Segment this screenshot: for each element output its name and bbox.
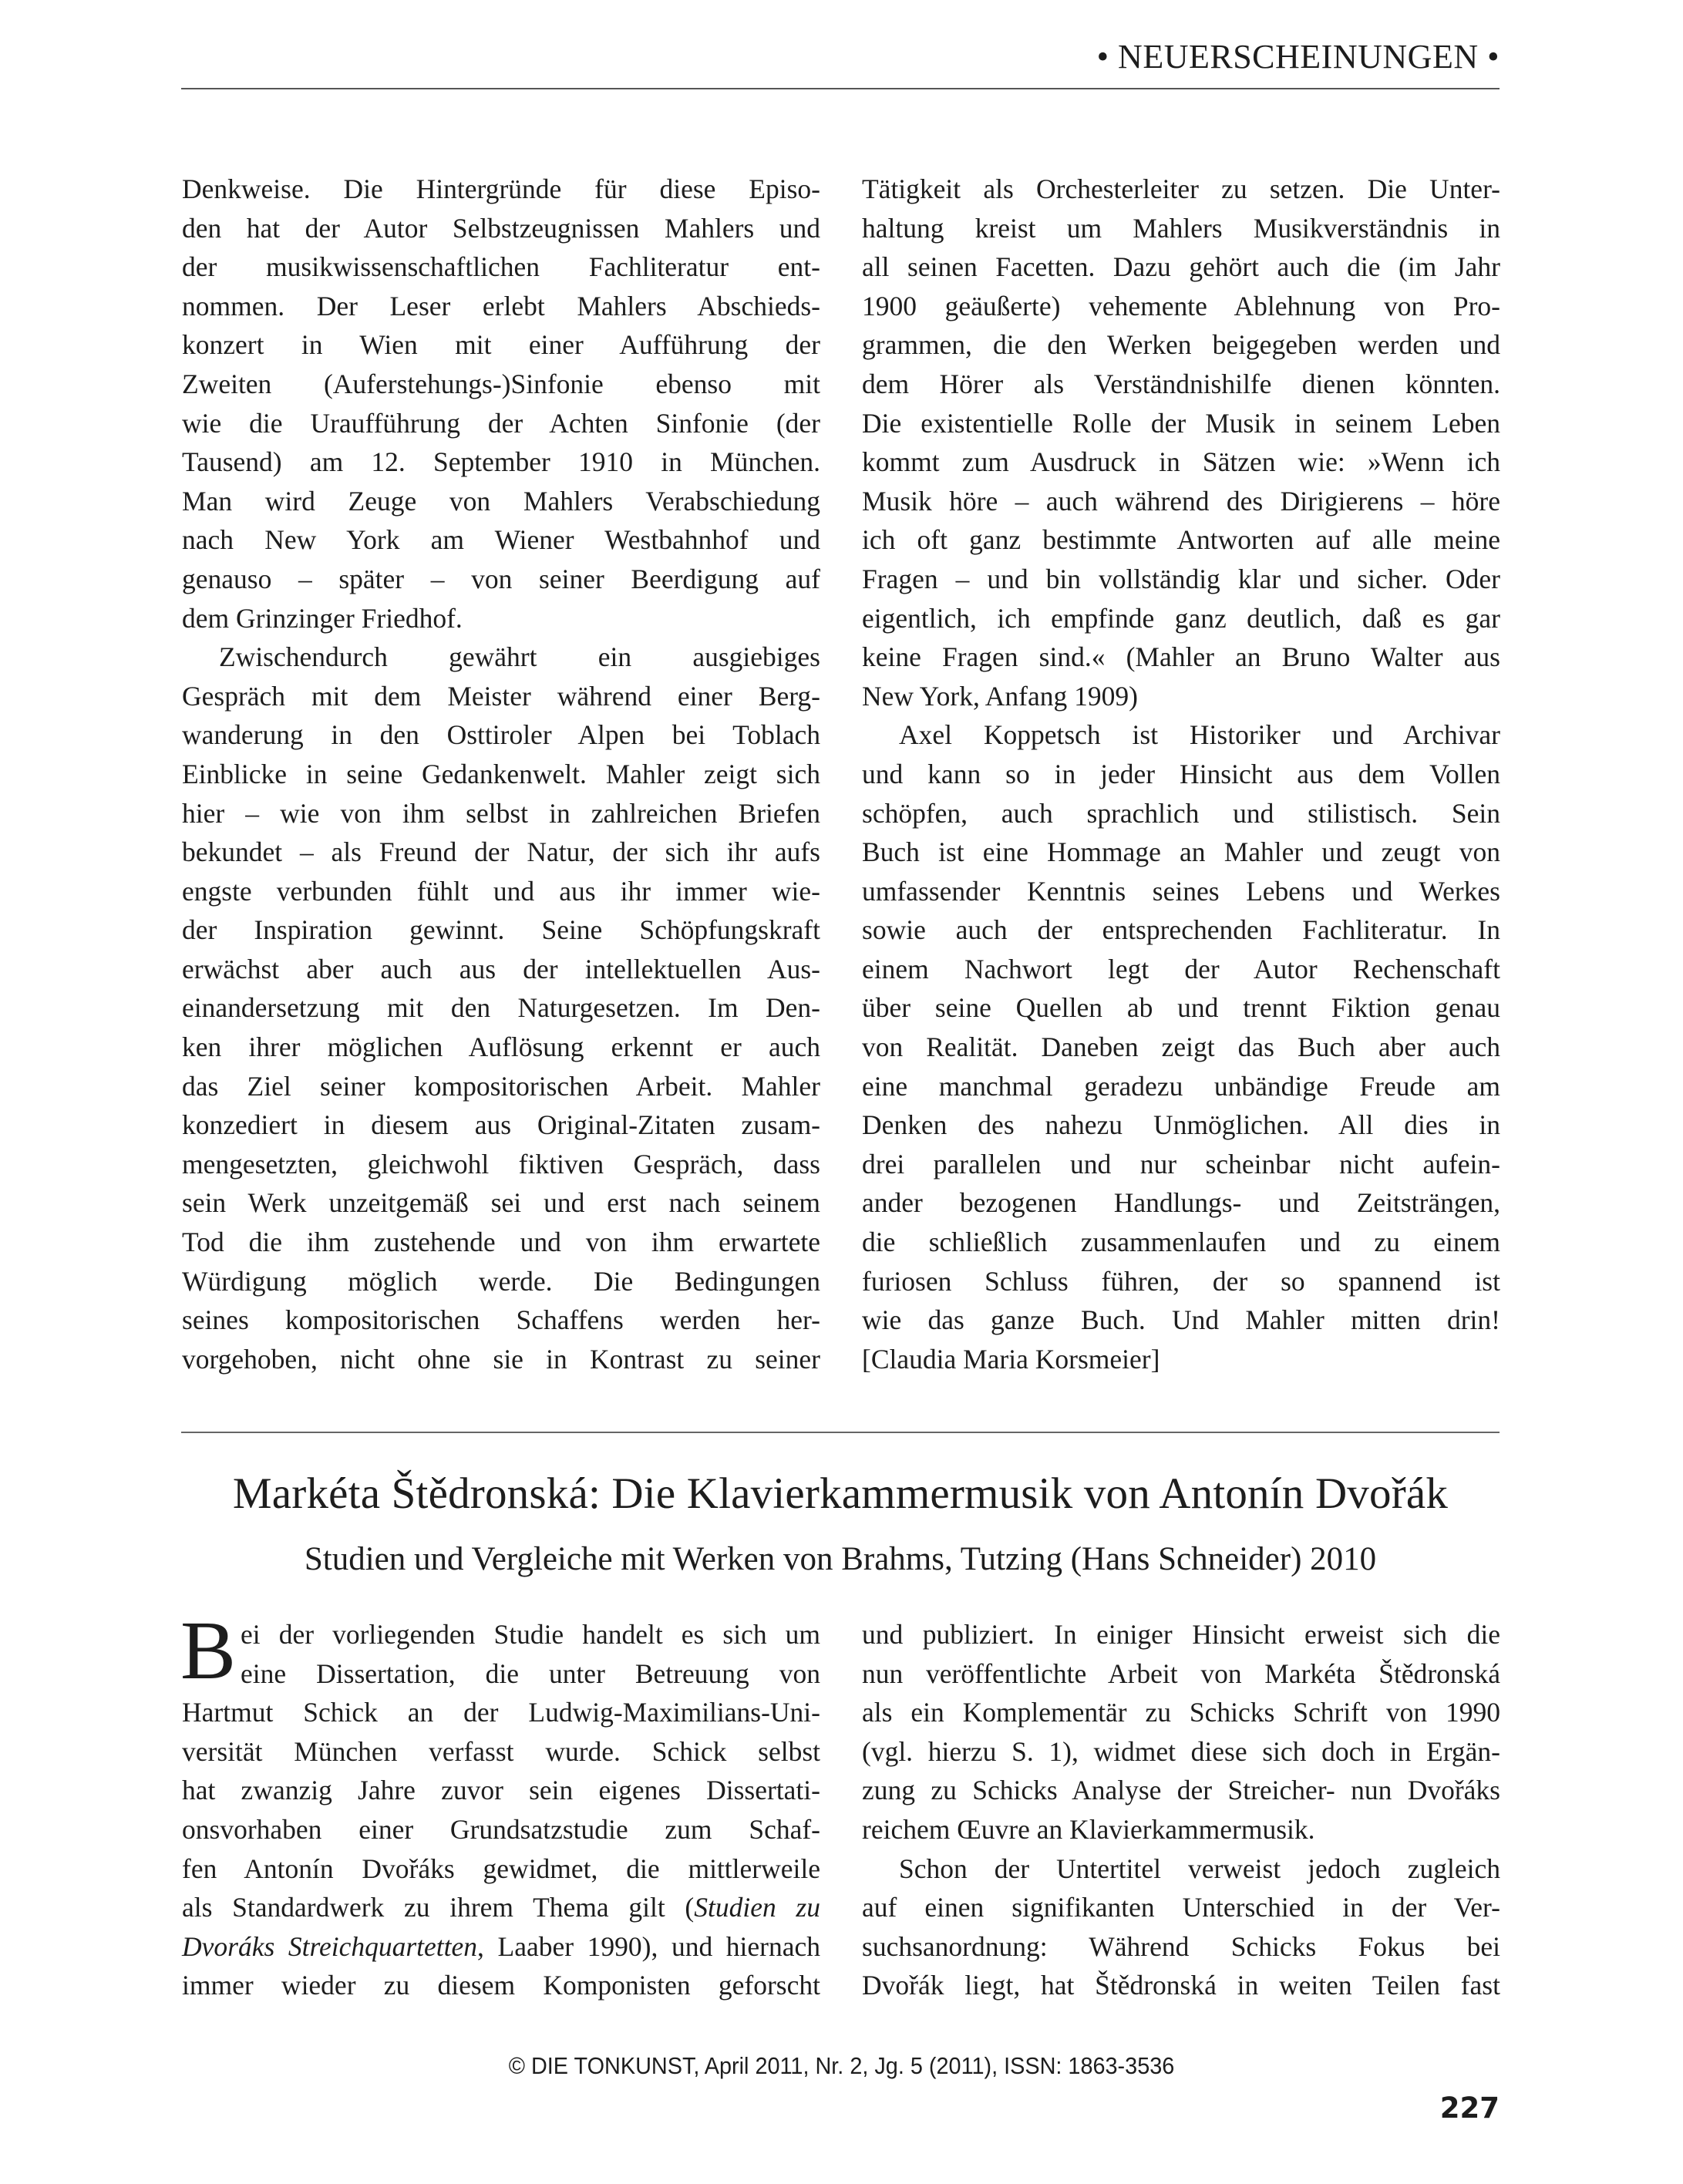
review2-column-1 [180,1605,820,2005]
text-line: der musikwissenschaftlichen Fachliteratur ent- [182,251,820,283]
text-line: Zweiten (Auferstehungs-)Sinfonie ebenso mit [182,368,820,399]
text-line: nun veröffentlichte Arbeit von Markéta Štědronská [862,1657,1500,1689]
text-line: einandersetzung mit den Naturgesetzen. Im Den- [182,992,820,1024]
text-line: eine manchmal geradezu unbändige Freude am [862,1070,1500,1102]
text-line: schöpfen, auch sprachlich und stilistisch. Sein [862,797,1500,829]
book-title-italic: Dvoráks Streichquartetten [182,1930,478,1962]
text-line: auf einen signifikanten Unterschied in der Ver- [862,1892,1500,1923]
text-line: und kann so in jeder Hinsicht aus dem Vollen [862,758,1500,789]
reviewer-signature: [Claudia Maria Korsmeier] [862,1343,1160,1375]
text-line: hier – wie von ihm selbst in zahlreichen Briefen [182,797,820,829]
running-header [181,34,1500,89]
text-line: furiosen Schluss führen, der so spannend ist [862,1265,1500,1297]
text-line: Zwischendurch gewährt ein ausgiebiges [219,641,820,673]
text-line [182,1927,820,1967]
text-line: wanderung in den Osttiroler Alpen bei Toblach [182,719,820,751]
text-line: wie die Uraufführung der Achten Sinfonie (der [182,407,820,439]
text-line: das Ziel seiner kompositorischen Arbeit. Mahler [182,1070,820,1102]
text-line: drei parallelen und nur scheinbar nicht aufein- [862,1148,1500,1179]
text-line: eigentlich, ich empfinde ganz deutlich, daß es gar [862,602,1500,634]
text-line: ander bezogenen Handlungs- und Zeitsträngen, [862,1187,1500,1219]
text-line: Tausend) am 12. September 1910 in München. [182,446,820,478]
text-line: (vgl. hierzu S. 1), widmet diese sich doch in Ergän- [862,1735,1500,1767]
text-line: sowie auch der entsprechenden Fachliteratur. In [862,914,1500,946]
text-line: immer wieder zu diesem Komponisten geforscht [182,1970,820,2001]
review-subtitle: Studien und Vergleiche mit Werken von Brahms, Tutzing (Hans Schneider) 2010 [304,1541,1377,1577]
text-line: konzediert in diesem aus Original-Zitaten zusam- [182,1109,820,1141]
text-line: sein Werk unzeitgemäß sei und erst nach seinem [182,1187,820,1219]
text-line: New York, Anfang 1909) [862,680,1138,712]
text-line: einem Nachwort legt der Autor Rechenschaft [862,953,1500,984]
text-line: keine Fragen sind.« (Mahler an Bruno Walter aus [862,641,1500,673]
text-line: dem Grinzinger Friedhof. [182,602,463,634]
text-line: dem Hörer als Verständnishilfe dienen könnten. [862,368,1500,399]
text-line: von Realität. Daneben zeigt das Buch aber auch [862,1031,1500,1063]
text-line: bekundet – als Freund der Natur, der sich ihr aufs [182,836,820,868]
review1-column-2 [862,170,1500,1378]
text-line: nach New York am Wiener Westbahnhof und [182,524,820,556]
text-line: versität München verfasst wurde. Schick selbst [182,1735,820,1767]
text-line: und publiziert. In einiger Hinsicht erweist sich die [862,1619,1500,1650]
text-line: grammen, die den Werken beigegeben werden und [862,329,1500,361]
text-line: die schließlich zusammenlaufen und zu einem [862,1227,1500,1258]
text-line: ei der vorliegenden Studie handelt es sich um [241,1619,820,1650]
text-line: Gespräch mit dem Meister während einer Berg- [182,680,820,712]
drop-cap: B [180,1605,237,1697]
text-line: konzert in Wien mit einer Aufführung der [182,329,820,361]
section-title: • NEUERSCHEINUNGEN • [1096,38,1500,76]
text-line: onsvorhaben einer Grundsatzstudie zum Schaf- [182,1813,820,1845]
text-line: Hartmut Schick an der Ludwig-Maximilians-Uni- [182,1697,820,1728]
page-number: 227 [1439,2091,1500,2125]
text-line: kommt zum Ausdruck in Sätzen wie: »Wenn ich [862,446,1500,478]
text-line: erwächst aber auch aus der intellektuellen Aus- [182,953,820,984]
text-line: über seine Quellen ab und trennt Fiktion genau [862,992,1500,1024]
text-line: mengesetzten, gleichwohl fiktiven Gespräch, dass [182,1148,820,1179]
text-line: Fragen – und bin vollständig klar und sicher. Oder [862,563,1500,594]
review2-column-2 [862,1615,1500,2005]
text-line: Man wird Zeuge von Mahlers Verabschiedung [182,485,820,517]
text-line: 1900 geäußerte) vehemente Ablehnung von Pro- [862,290,1500,321]
text-line: hat zwanzig Jahre zuvor sein eigenes Dissertati- [182,1775,820,1806]
text-segment: , Laaber 1990), und hiernach [477,1930,820,1962]
text-line: nommen. Der Leser erlebt Mahlers Abschieds- [182,290,820,321]
text-line: eine Dissertation, die unter Betreuung von [241,1657,820,1689]
text-line: Einblicke in seine Gedankenwelt. Mahler zeigt sich [182,758,820,789]
text-line: als ein Komplementär zu Schicks Schrift von 1990 [862,1697,1500,1728]
text-line: haltung kreist um Mahlers Musikverständnis in [862,212,1500,244]
review1-column-1 [182,170,820,1378]
text-line: vorgehoben, nicht ohne sie in Kontrast zu seiner [182,1343,820,1375]
text-line: ken ihrer möglichen Auflösung erkennt er auch [182,1031,820,1063]
text-line: all seinen Facetten. Dazu gehört auch die (im Jahr [862,251,1500,283]
text-line: genauso – später – von seiner Beerdigung auf [182,563,820,594]
text-line: Axel Koppetsch ist Historiker und Archivar [899,719,1500,751]
text-line: fen Antonín Dvořáks gewidmet, die mittlerweile [182,1853,820,1884]
text-line: Tätigkeit als Orchesterleiter zu setzen. Die Unter- [862,173,1500,204]
text-line: Die existentielle Rolle der Musik in seinem Leben [862,407,1500,439]
text-line: Tod die ihm zustehende und von ihm erwartete [182,1227,820,1258]
text-line: umfassender Kenntnis seines Lebens und Werkes [862,875,1500,907]
review-title: Markéta Štědronská: Die Klavierkammermusik von Antonín Dvořák [232,1469,1449,1518]
text-line: Schon der Untertitel verweist jedoch zugleich [899,1853,1500,1884]
copyright-footer: © DIE TONKUNST, April 2011, Nr. 2, Jg. 5 (2011), ISSN: 1863-3536 [508,2052,1175,2079]
text-line: Musik höre – auch während des Dirigierens – höre [862,485,1500,517]
text-line: seines kompositorischen Schaffens werden her- [182,1304,820,1336]
text-line: Würdigung möglich werde. Die Bedingungen [182,1265,820,1297]
text-line: Dvořák liegt, hat Štědronská in weiten Teilen fast [862,1970,1500,2001]
text-line [182,1888,820,1927]
text-line: wie das ganze Buch. Und Mahler mitten drin! [862,1304,1500,1336]
text-line: engste verbunden fühlt und aus ihr immer wie- [182,875,820,907]
text-segment: als Standardwerk zu ihrem Thema gilt ( [182,1892,695,1923]
book-title-italic: Studien zu [694,1892,820,1923]
text-line: suchsanordnung: Während Schicks Fokus bei [862,1930,1500,1962]
text-line: Buch ist eine Hommage an Mahler und zeugt von [862,836,1500,868]
text-line: zung zu Schicks Analyse der Streicher- nun Dvořáks [862,1775,1500,1806]
text-line: reichem Œuvre an Klavierkammermusik. [862,1813,1315,1845]
section-divider [181,1432,1500,1433]
text-line: Denkweise. Die Hintergründe für diese Episo- [182,173,820,204]
text-line: ich oft ganz bestimmte Antworten auf alle meine [862,524,1500,556]
text-line: der Inspiration gewinnt. Seine Schöpfungskraft [182,914,820,946]
text-line: den hat der Autor Selbstzeugnissen Mahlers und [182,212,820,244]
text-line: Denken des nahezu Unmöglichen. All dies in [862,1109,1500,1141]
